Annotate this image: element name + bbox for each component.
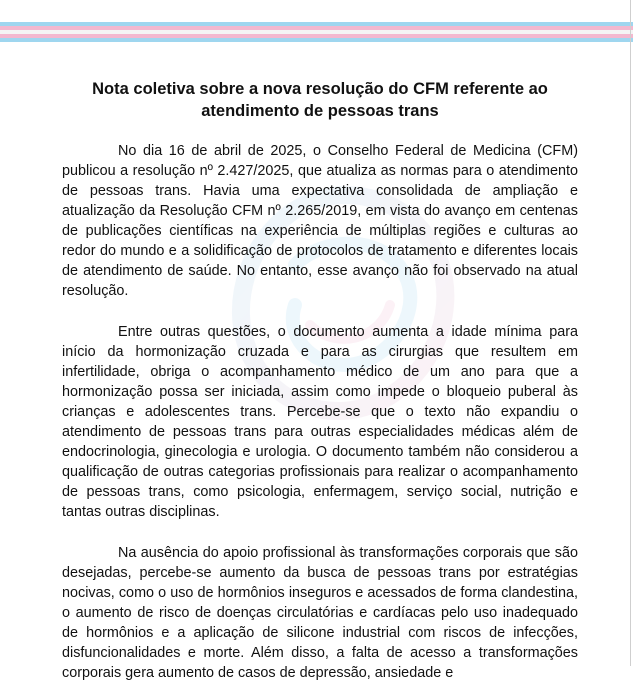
flag-stripe-blue [0, 38, 633, 42]
document-body [62, 78, 578, 683]
paragraph-2: Entre outras questões, o documento aumenta a idade mínima para início da hormonização cruzada e para as cirurgias que resultem em infertilidade, obriga o acompanhamento médico de um ano para que a hormonização possa ser iniciada, assim como impede o bloqueio puberal às crianças e adolescentes trans. Percebe-se que o texto não expandiu o atendimento de pessoas trans para outras especialidades médicas além de endocrinologia, ginecologia e urologia. O documento também não considerou a qualificação de outras categorias profissionais para realizar o acompanhamento de pessoas trans, como psicologia, enfermagem, serviço social, nutrição e tantas outras disciplinas. [62, 324, 578, 520]
paragraph-3: Na ausência do apoio profissional às transformações corporais que são desejadas, percebe-se aumento da busca de pessoas trans por estratégias nocivas, como o uso de hormônios inseguros e acessados de forma clandestina, o aumento de risco de doenças circulatórias e cardíacas pelo uso inadequado de hormônios e a aplicação de silicone industrial com riscos de infecções, disfuncionalidades e morte. Além disso, a falta de acesso a transformações corporais gera aumento de casos de depressão, ansiedade e [62, 545, 578, 681]
page-title: Nota coletiva sobre a nova resolução do CFM referente ao atendimento de pessoas trans [92, 80, 548, 120]
page-edge [630, 0, 631, 666]
paragraph-1: No dia 16 de abril de 2025, o Conselho Federal de Medicina (CFM) publicou a resolução nº 2.427/2025, que atualiza as normas para o atendimento de pessoas trans. Havia uma expectativa consolidada de ampliação e atualização da Resolução CFM nº 2.265/2019, em vista do avanço em centenas de publicações científicas na experiência de múltiplas regiões e culturas ao redor do mundo e a solidificação de protocolos de tratamento e diferentes locais de atendimento de saúde. No entanto, esse avanço não foi observado na atual resolução. [62, 143, 578, 299]
trans-flag-stripes [0, 22, 633, 42]
